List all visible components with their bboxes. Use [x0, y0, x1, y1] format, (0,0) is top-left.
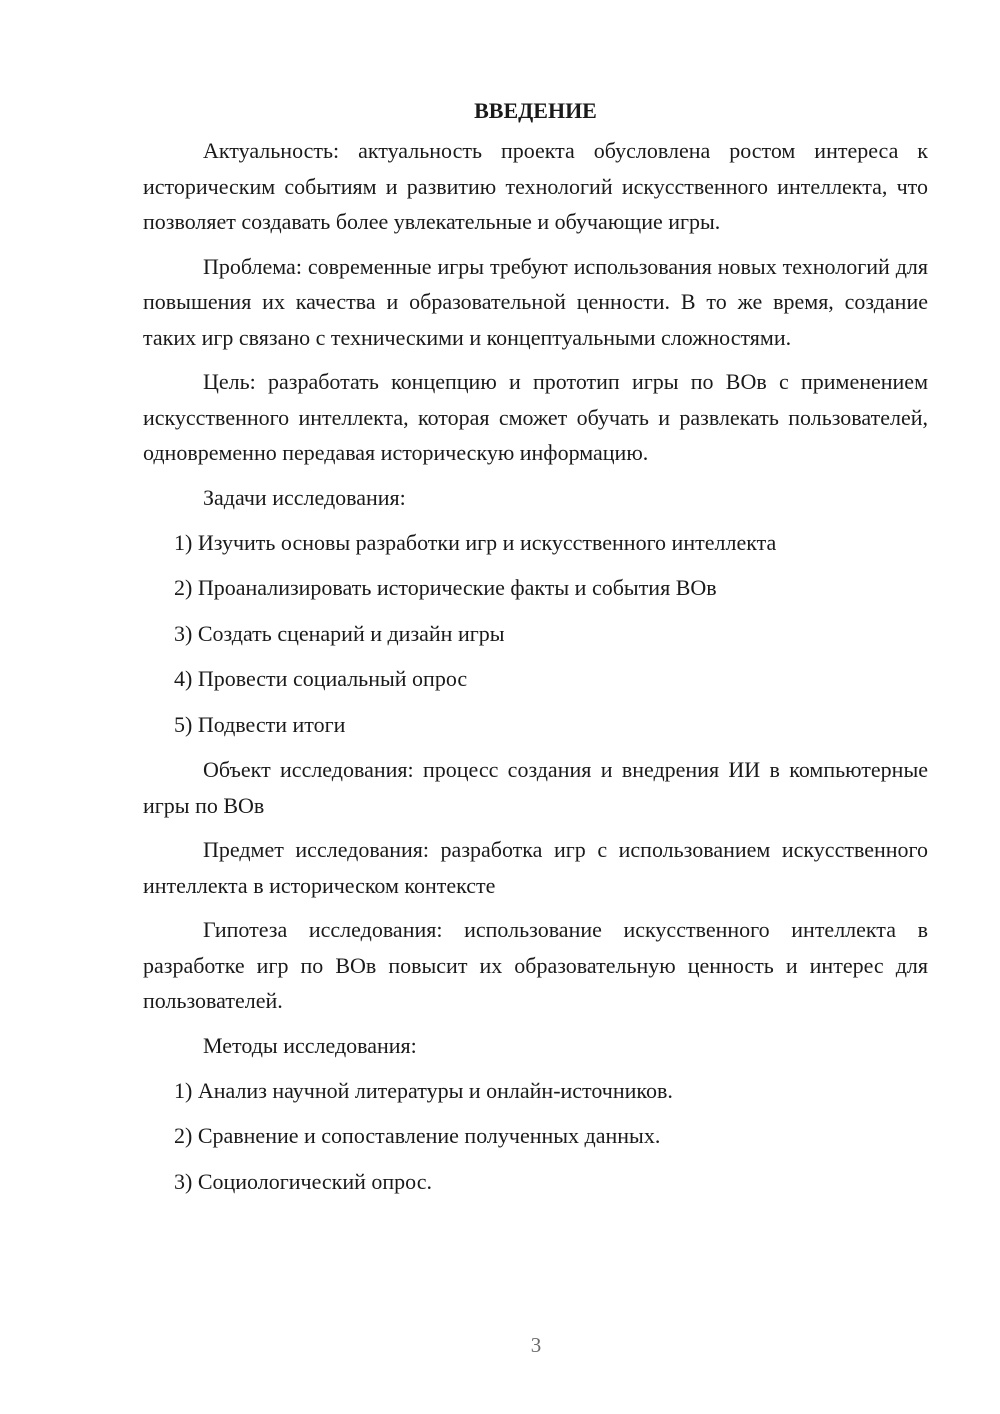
relevance-paragraph: Актуальность: актуальность проекта обусловлена ростом интереса к историческим событиям и развитию технологий искусственного интеллекта, что позволяет создавать более увлекательные и обучающие игры. [143, 138, 928, 234]
hypothesis-paragraph: Гипотеза исследования: использование искусственного интеллекта в разработке игр по ВОв повысит их образовательную ценность и интерес для пользователей. [143, 917, 928, 1013]
method-item-3: 3) Социологический опрос. [174, 1168, 432, 1194]
methods-label: Методы исследования: [203, 1032, 417, 1058]
task-item-3: 3) Создать сценарий и дизайн игры [174, 620, 505, 646]
subject-paragraph: Предмет исследования: разработка игр с использованием искусственного интеллекта в историческом контексте [143, 837, 928, 898]
object-paragraph: Объект исследования: процесс создания и внедрения ИИ в компьютерные игры по ВОв [143, 757, 928, 818]
page-content [143, 93, 928, 1209]
task-item-1: 1) Изучить основы разработки игр и искусственного интеллекта [174, 529, 777, 555]
method-item-1: 1) Анализ научной литературы и онлайн-источников. [174, 1077, 673, 1103]
method-item-2: 2) Сравнение и сопоставление полученных данных. [174, 1123, 661, 1148]
page-title: ВВЕДЕНИЕ [474, 98, 597, 123]
task-item-5: 5) Подвести итоги [174, 711, 346, 737]
tasks-label: Задачи исследования: [203, 484, 406, 510]
task-item-4: 4) Провести социальный опрос [174, 666, 468, 691]
problem-paragraph: Проблема: современные игры требуют использования новых технологий для повышения их качества и образовательной ценности. В то же время, создание таких игр связано с техническими и концептуальными сложностями. [143, 253, 928, 350]
page-number: 3 [530, 1333, 542, 1357]
task-item-2: 2) Проанализировать исторические факты и события ВОв [174, 575, 717, 600]
goal-paragraph: Цель: разработать концепцию и прототип игры по ВОв с применением искусственного интеллекта, которая сможет обучать и развлекать пользователей, одновременно передавая историческую информацию. [143, 369, 928, 465]
